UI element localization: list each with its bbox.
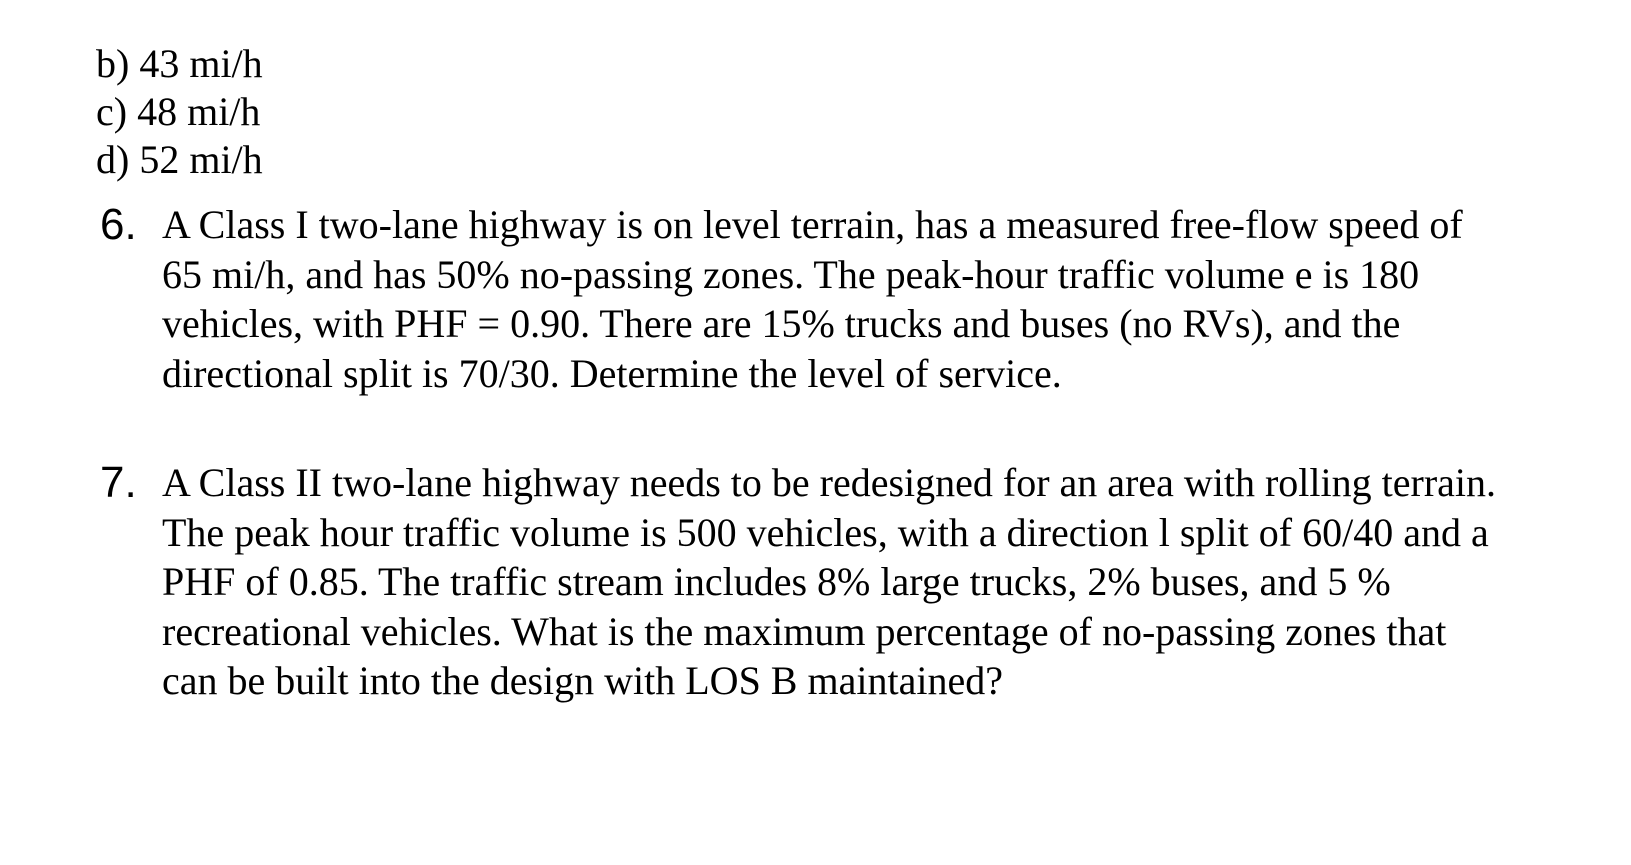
- option-c: [96, 88, 263, 136]
- problem-text: A Class I two-lane highway is on level terrain, has a measured free-flow speed of 65 mi/h, and has 50% no-passing zones. The peak-hour traffic volume e is 180 vehicles, with PHF = 0.90. There are 15% trucks and buses (no RVs), and the directional split is 70/30. Determine the level of service.: [162, 202, 1463, 396]
- option-letter: d): [96, 137, 130, 182]
- option-d: [96, 136, 263, 184]
- answer-options: [96, 40, 263, 184]
- option-letter: b): [96, 41, 130, 86]
- problem-text: A Class II two-lane highway needs to be redesigned for an area with rolling terrain. The peak hour traffic volume is 500 vehicles, with a direction l split of 60/40 and a PHF of 0.85. The traffic stream includes 8% large trucks, 2% buses, and 5 % recreational vehicles. What is the maximum percentage of no-passing zones that can be built into the design with LOS B maintained?: [162, 460, 1497, 703]
- option-text: 52 mi/h: [139, 137, 263, 182]
- problem-number: 7.: [100, 458, 137, 507]
- option-text: 43 mi/h: [139, 41, 263, 86]
- option-b: [96, 40, 263, 88]
- problem-number: 6.: [100, 200, 137, 249]
- option-letter: c): [96, 89, 128, 134]
- option-text: 48 mi/h: [137, 89, 261, 134]
